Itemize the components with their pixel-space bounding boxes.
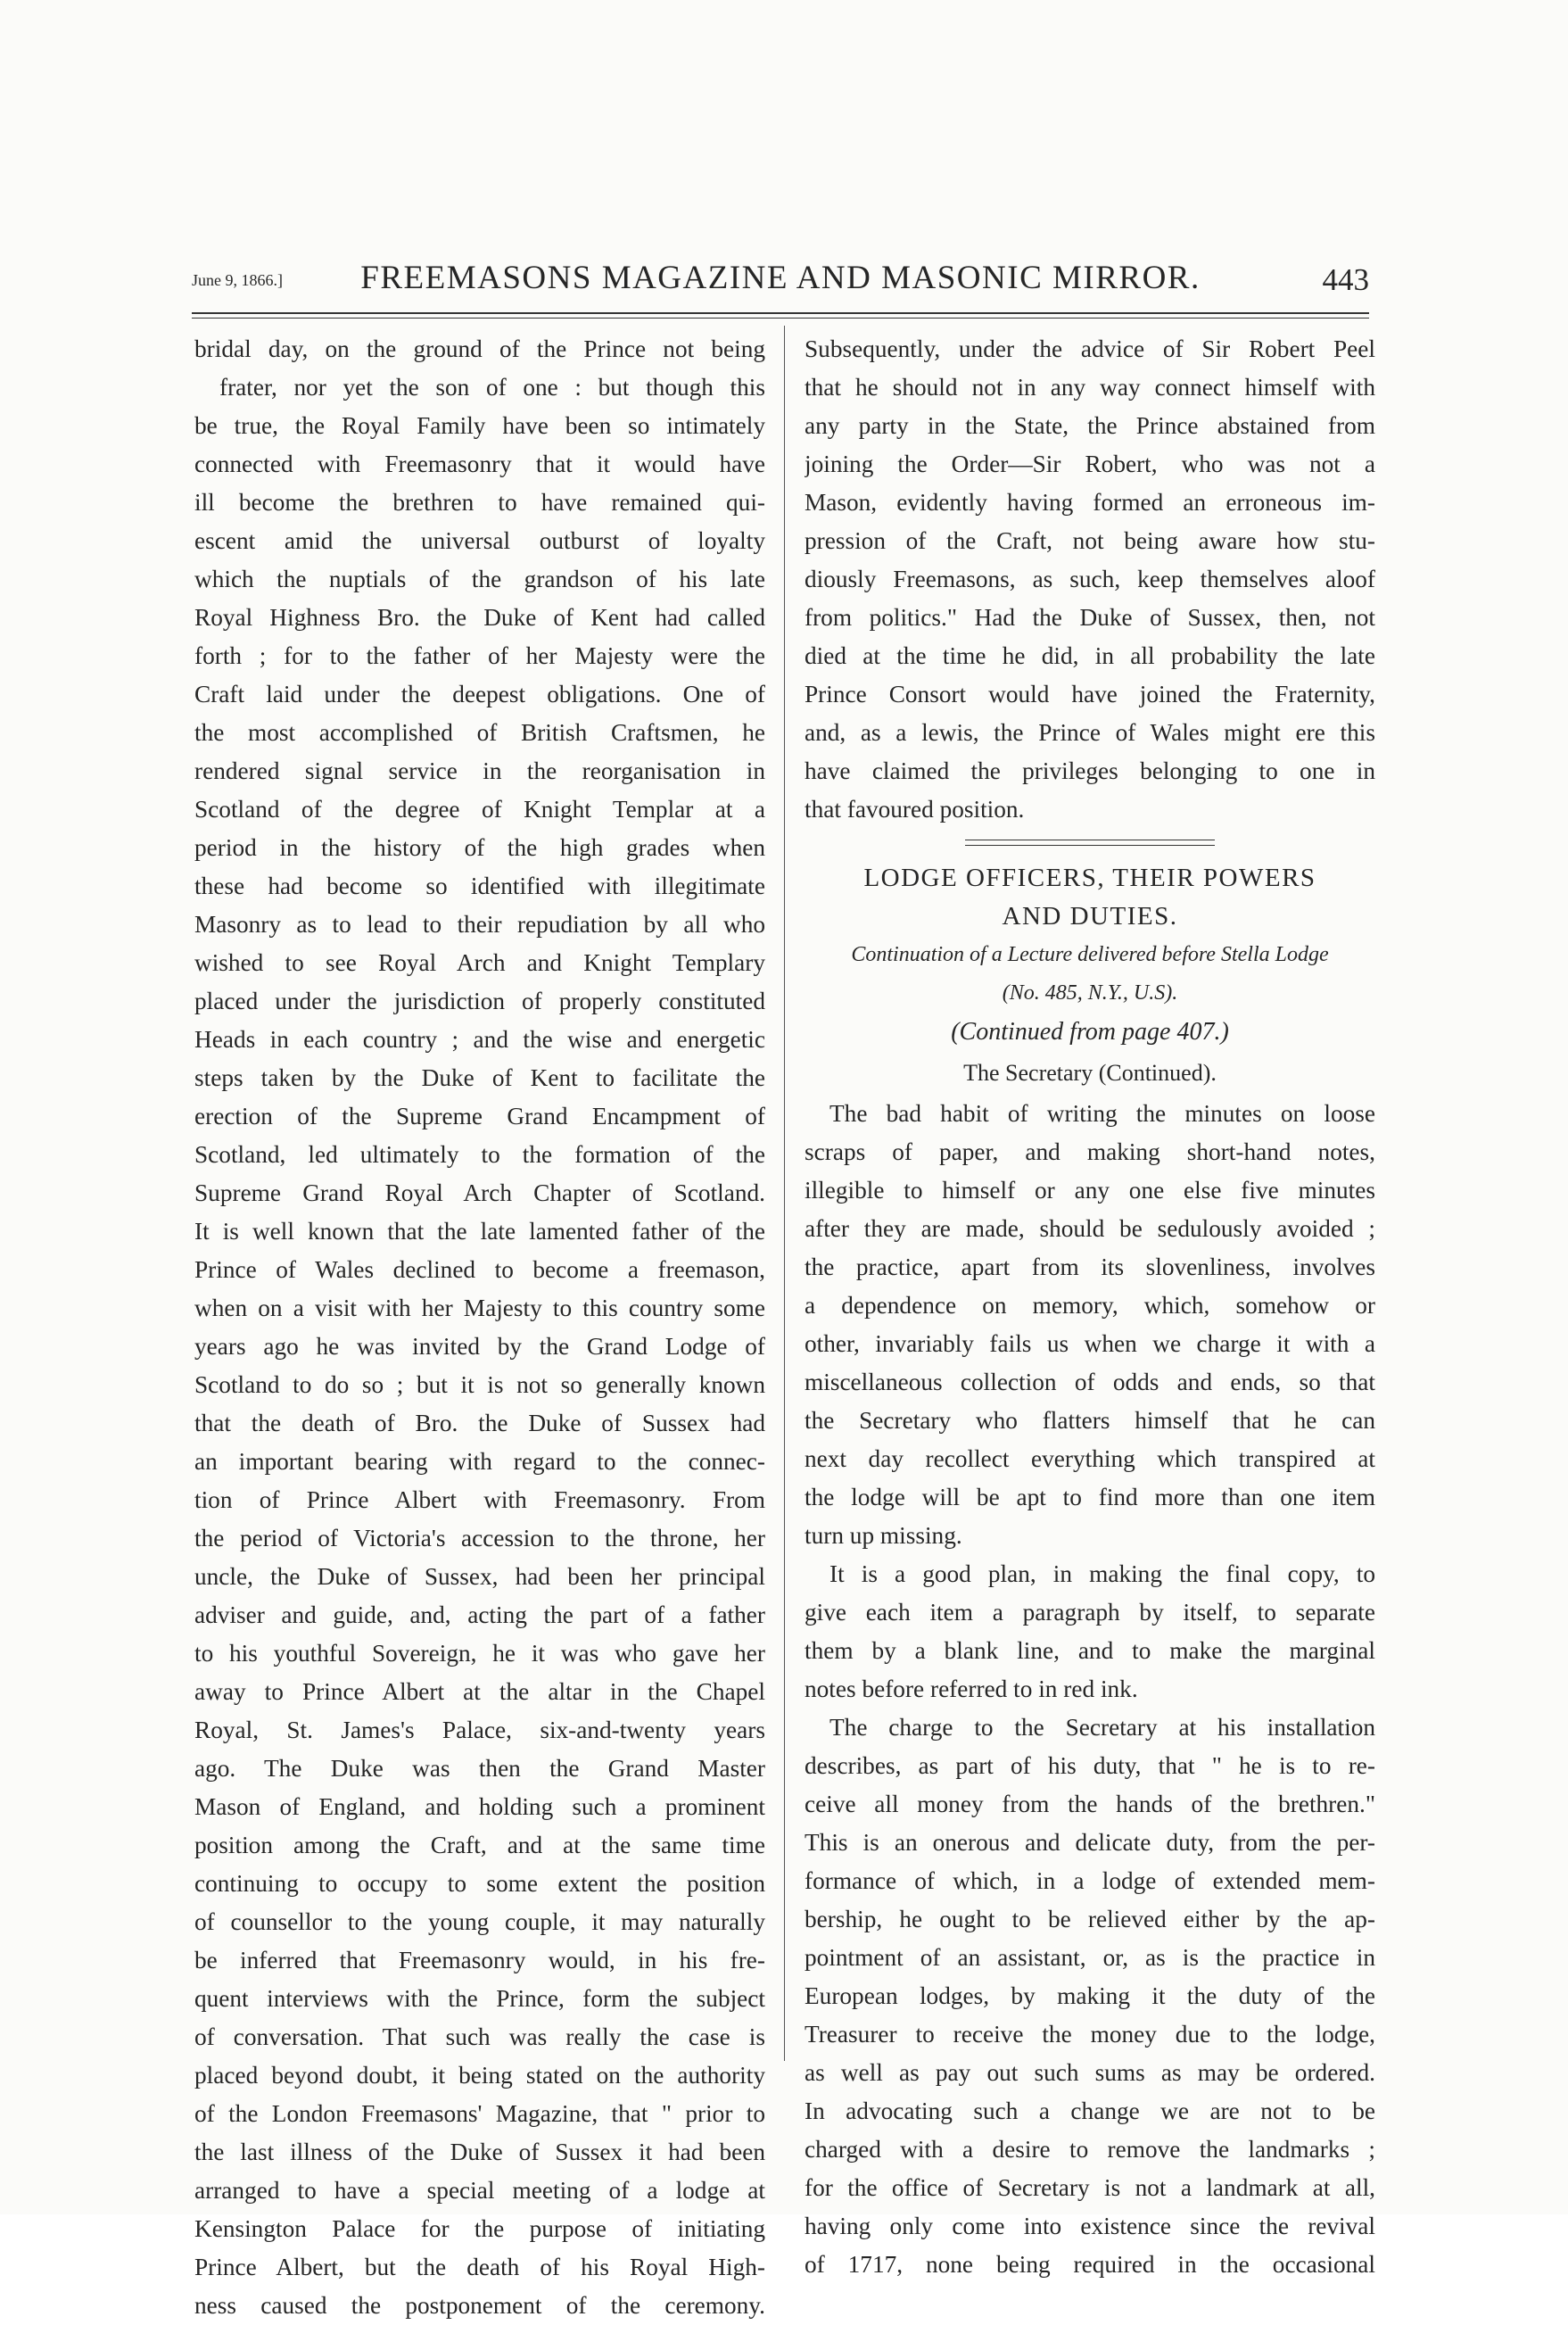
- text-line: charged with a desire to remove the landmarks ;: [805, 2136, 1375, 2163]
- text-line: from politics." Had the Duke of Sussex, then, not: [805, 604, 1375, 631]
- text-line: that favoured position.: [805, 796, 1025, 823]
- text-line: the Secretary who flatters himself that he can: [805, 1407, 1375, 1434]
- text-line: pression of the Craft, not being aware how stu-: [805, 527, 1375, 554]
- text-line: bership, he ought to be relieved either by the ap-: [805, 1906, 1375, 1932]
- magazine-title: FREEMASONS MAGAZINE AND MASONIC MIRROR.: [360, 260, 1201, 296]
- text-line: having only come into existence since the revival: [805, 2213, 1375, 2239]
- page-number: 443: [1322, 262, 1369, 297]
- text-line: Royal, St. James's Palace, six-and-twenty years: [194, 1717, 765, 1743]
- text-line: that he should not in any way connect himself with: [805, 374, 1375, 401]
- text-line: give each item a paragraph by itself, to separate: [805, 1599, 1375, 1626]
- text-line: be inferred that Freemasonry would, in his fre-: [194, 1947, 765, 1973]
- text-line: to his youthful Sovereign, he it was who gave her: [194, 1640, 765, 1667]
- text-line: European lodges, by making it the duty of the: [805, 1982, 1375, 2009]
- text-line: notes before referred to in red ink.: [805, 1675, 1138, 1702]
- text-line: forth ; for to the father of her Majesty were the: [194, 642, 765, 669]
- text-line: Mason, evidently having formed an erroneous im-: [805, 489, 1375, 516]
- text-line: the lodge will be apt to find more than one item: [805, 1484, 1375, 1510]
- text-line: ill become the brethren to have remained qui-: [194, 489, 765, 516]
- text-line: Prince Albert, but the death of his Royal High-: [194, 2254, 765, 2280]
- text-line: illegible to himself or any one else five minutes: [805, 1177, 1375, 1204]
- text-line: years ago he was invited by the Grand Lodge of: [194, 1333, 765, 1360]
- text-line: the most accomplished of British Craftsmen, he: [194, 719, 765, 746]
- header-rule-thin: [192, 318, 1369, 319]
- text-line: them by a blank line, and to make the marginal: [805, 1637, 1375, 1664]
- section-heading: The Secretary (Continued).: [963, 1060, 1217, 1086]
- text-line: Subsequently, under the advice of Sir Robert Peel: [805, 335, 1375, 362]
- text-line: Scotland, led ultimately to the formation of the: [194, 1141, 765, 1168]
- text-line: In advocating such a change we are not to be: [805, 2097, 1375, 2124]
- text-line: of conversation. That such was really the case is: [194, 2023, 765, 2050]
- text-line: Supreme Grand Royal Arch Chapter of Scotland.: [194, 1179, 765, 1206]
- text-line: The bad habit of writing the minutes on loose: [829, 1100, 1375, 1127]
- text-line: Masonry as to lead to their repudiation by all who: [194, 911, 765, 938]
- text-line: period in the history of the high grades when: [194, 834, 765, 861]
- text-line: tion of Prince Albert with Freemasonry. From: [194, 1486, 765, 1513]
- text-line: of the London Freemasons' Magazine, that " prior to: [194, 2100, 765, 2127]
- text-line: other, invariably fails us when we charge it with a: [805, 1330, 1375, 1357]
- text-line: that the death of Bro. the Duke of Sussex had: [194, 1410, 765, 1436]
- text-line: formance of which, in a lodge of extended mem-: [805, 1867, 1375, 1894]
- text-line: the practice, apart from its slovenliness, involves: [805, 1254, 1375, 1280]
- text-line: arranged to have a special meeting of a lodge at: [194, 2177, 765, 2204]
- text-line: placed under the jurisdiction of properly constituted: [194, 988, 765, 1014]
- text-line: placed beyond doubt, it being stated on the authority: [194, 2062, 765, 2089]
- text-line: scraps of paper, and making short-hand notes,: [805, 1138, 1375, 1165]
- text-line: when on a visit with her Majesty to this country some: [194, 1295, 765, 1321]
- text-line: any party in the State, the Prince abstained from: [805, 412, 1375, 439]
- text-line: for the office of Secretary is not a landmark at all,: [805, 2174, 1375, 2201]
- text-line: the period of Victoria's accession to the throne, her: [194, 1525, 765, 1551]
- text-line: steps taken by the Duke of Kent to facilitate the: [194, 1064, 765, 1091]
- text-line: bridal day, on the ground of the Prince not being: [194, 335, 765, 362]
- text-line: Mason of England, and holding such a prominent: [194, 1793, 765, 1820]
- text-line: which the nuptials of the grandson of his late: [194, 566, 765, 592]
- text-line: This is an onerous and delicate duty, from the per-: [805, 1829, 1375, 1856]
- text-line: away to Prince Albert at the altar in the Chapel: [194, 1678, 765, 1705]
- article-subtitle-continued: (No. 485, N.Y., U.S).: [1002, 981, 1178, 1005]
- text-line: a dependence on memory, which, somehow or: [805, 1292, 1375, 1319]
- text-line: position among the Craft, and at the same time: [194, 1832, 765, 1858]
- text-line: Scotland to do so ; but it is not so generally known: [194, 1371, 765, 1398]
- text-line: next day recollect everything which transpired at: [805, 1445, 1375, 1472]
- issue-date: June 9, 1866.]: [192, 271, 283, 289]
- text-line: and, as a lewis, the Prince of Wales might ere this: [805, 719, 1375, 746]
- text-line: have claimed the privileges belonging to one in: [805, 757, 1375, 784]
- text-line: an important bearing with regard to the connec-: [194, 1448, 765, 1475]
- text-line: quent interviews with the Prince, form the subject: [194, 1985, 765, 2012]
- header-rule-thick: [192, 312, 1369, 314]
- article-subtitle: Continuation of a Lecture delivered before Stella Lodge: [851, 943, 1329, 966]
- column-divider: [784, 326, 785, 2061]
- text-line: after they are made, should be sedulously avoided ;: [805, 1215, 1375, 1242]
- section-divider-ornament: [805, 829, 1375, 859]
- text-line: as well as pay out such sums as may be ordered.: [805, 2059, 1375, 2086]
- text-line: adviser and guide, and, acting the part of a father: [194, 1601, 765, 1628]
- text-line: rendered signal service in the reorganisation in: [194, 757, 765, 784]
- text-line: of 1717, none being required in the occasional: [805, 2251, 1375, 2278]
- text-line: joining the Order—Sir Robert, who was not a: [805, 451, 1375, 477]
- text-line: be true, the Royal Family have been so intimately: [194, 412, 765, 439]
- text-line: ago. The Duke was then the Grand Master: [194, 1755, 765, 1782]
- text-line: Kensington Palace for the purpose of initiating: [194, 2215, 765, 2242]
- text-line: the last illness of the Duke of Sussex it had been: [194, 2139, 765, 2165]
- continued-note: (Continued from page 407.): [951, 1018, 1229, 1046]
- text-line: ness caused the postponement of the ceremony.: [194, 2292, 765, 2319]
- text-line: describes, as part of his duty, that " he is to re-: [805, 1752, 1375, 1779]
- right-column: [805, 330, 1375, 2284]
- text-line: It is a good plan, in making the final copy, to: [829, 1560, 1375, 1587]
- text-line: It is well known that the late lamented father of the: [194, 1218, 765, 1245]
- page-header: [192, 259, 1369, 303]
- text-line: miscellaneous collection of odds and ends, so that: [805, 1369, 1375, 1395]
- text-line: uncle, the Duke of Sussex, had been her principal: [194, 1563, 765, 1590]
- text-line: Prince of Wales declined to become a freemason,: [194, 1256, 765, 1283]
- text-line: Craft laid under the deepest obligations. One of: [194, 681, 765, 707]
- text-line: continuing to occupy to some extent the position: [194, 1870, 765, 1897]
- text-line: diously Freemasons, as such, keep themselves aloof: [805, 566, 1375, 592]
- text-line: turn up missing.: [805, 1522, 962, 1549]
- text-line: erection of the Supreme Grand Encampment of: [194, 1103, 765, 1129]
- article-title: LODGE OFFICERS, THEIR POWERS: [863, 864, 1316, 892]
- text-line: frater, nor yet the son of one : but though this: [219, 374, 765, 401]
- left-column: [194, 330, 765, 2325]
- text-line: ceive all money from the hands of the brethren.": [805, 1791, 1375, 1817]
- text-line: connected with Freemasonry that it would have: [194, 451, 765, 477]
- text-line: Scotland of the degree of Knight Templar at a: [194, 796, 765, 823]
- text-line: The charge to the Secretary at his installation: [829, 1714, 1375, 1741]
- text-line: wished to see Royal Arch and Knight Templary: [194, 949, 765, 976]
- text-line: Royal Highness Bro. the Duke of Kent had called: [194, 604, 765, 631]
- text-line: pointment of an assistant, or, as is the practice in: [805, 1944, 1375, 1971]
- text-line: escent amid the universal outburst of loyalty: [194, 527, 765, 554]
- text-line: Heads in each country ; and the wise and energetic: [194, 1026, 765, 1053]
- text-line: of counsellor to the young couple, it may naturally: [194, 1908, 765, 1935]
- text-line: Treasurer to receive the money due to the lodge,: [805, 2021, 1375, 2048]
- text-line: these had become so identified with illegitimate: [194, 873, 765, 899]
- text-line: Prince Consort would have joined the Fraternity,: [805, 681, 1375, 707]
- article-title-continued: AND DUTIES.: [1002, 902, 1178, 931]
- text-line: died at the time he did, in all probability the late: [805, 642, 1375, 669]
